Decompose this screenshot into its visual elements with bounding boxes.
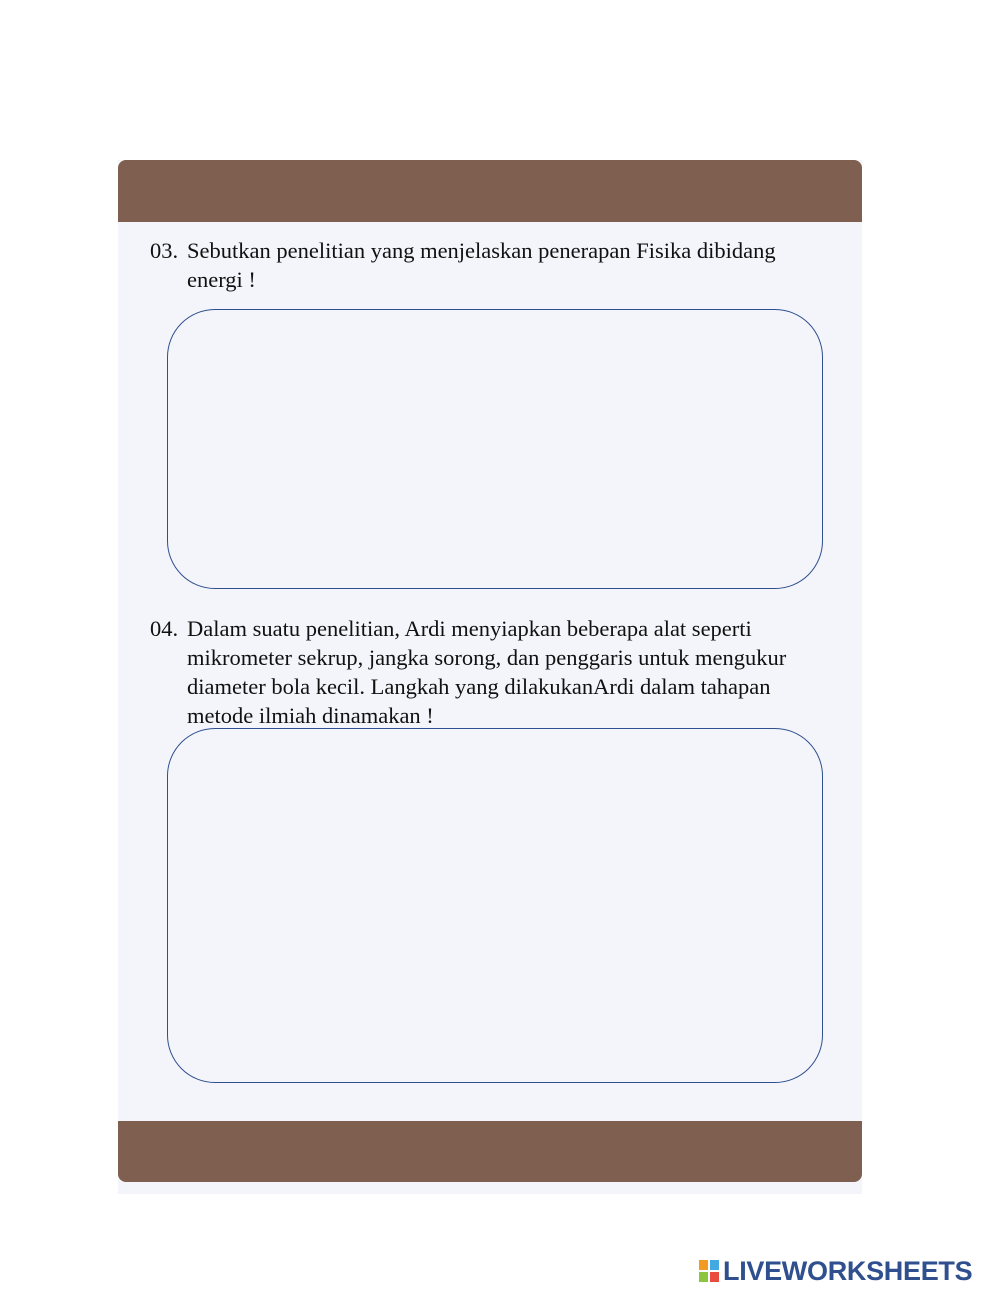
question-number: 04. (150, 616, 179, 641)
question-03 (150, 236, 850, 294)
question-number: 03. (150, 238, 179, 263)
header-band (118, 160, 862, 222)
question-04 (150, 614, 850, 730)
liveworksheets-logo-icon (698, 1259, 720, 1283)
liveworksheets-logo (698, 1256, 972, 1286)
footer-band (118, 1121, 862, 1182)
answer-box-03[interactable] (167, 309, 823, 589)
logo-text: LIVEWORKSHEETS (723, 1256, 973, 1286)
question-text: Dalam suatu penelitian, Ardi menyiapkan beberapa alat seperti mikrometer sekrup, jangka sorong, dan penggaris untuk mengukur diameter bola kecil. Langkah yang dilakukanArdi dalam tahapan metode ilmiah dinamakan ! (187, 616, 787, 728)
question-text: Sebutkan penelitian yang menjelaskan penerapan Fisika dibidang energi ! (187, 238, 776, 292)
answer-box-04[interactable] (167, 728, 823, 1083)
